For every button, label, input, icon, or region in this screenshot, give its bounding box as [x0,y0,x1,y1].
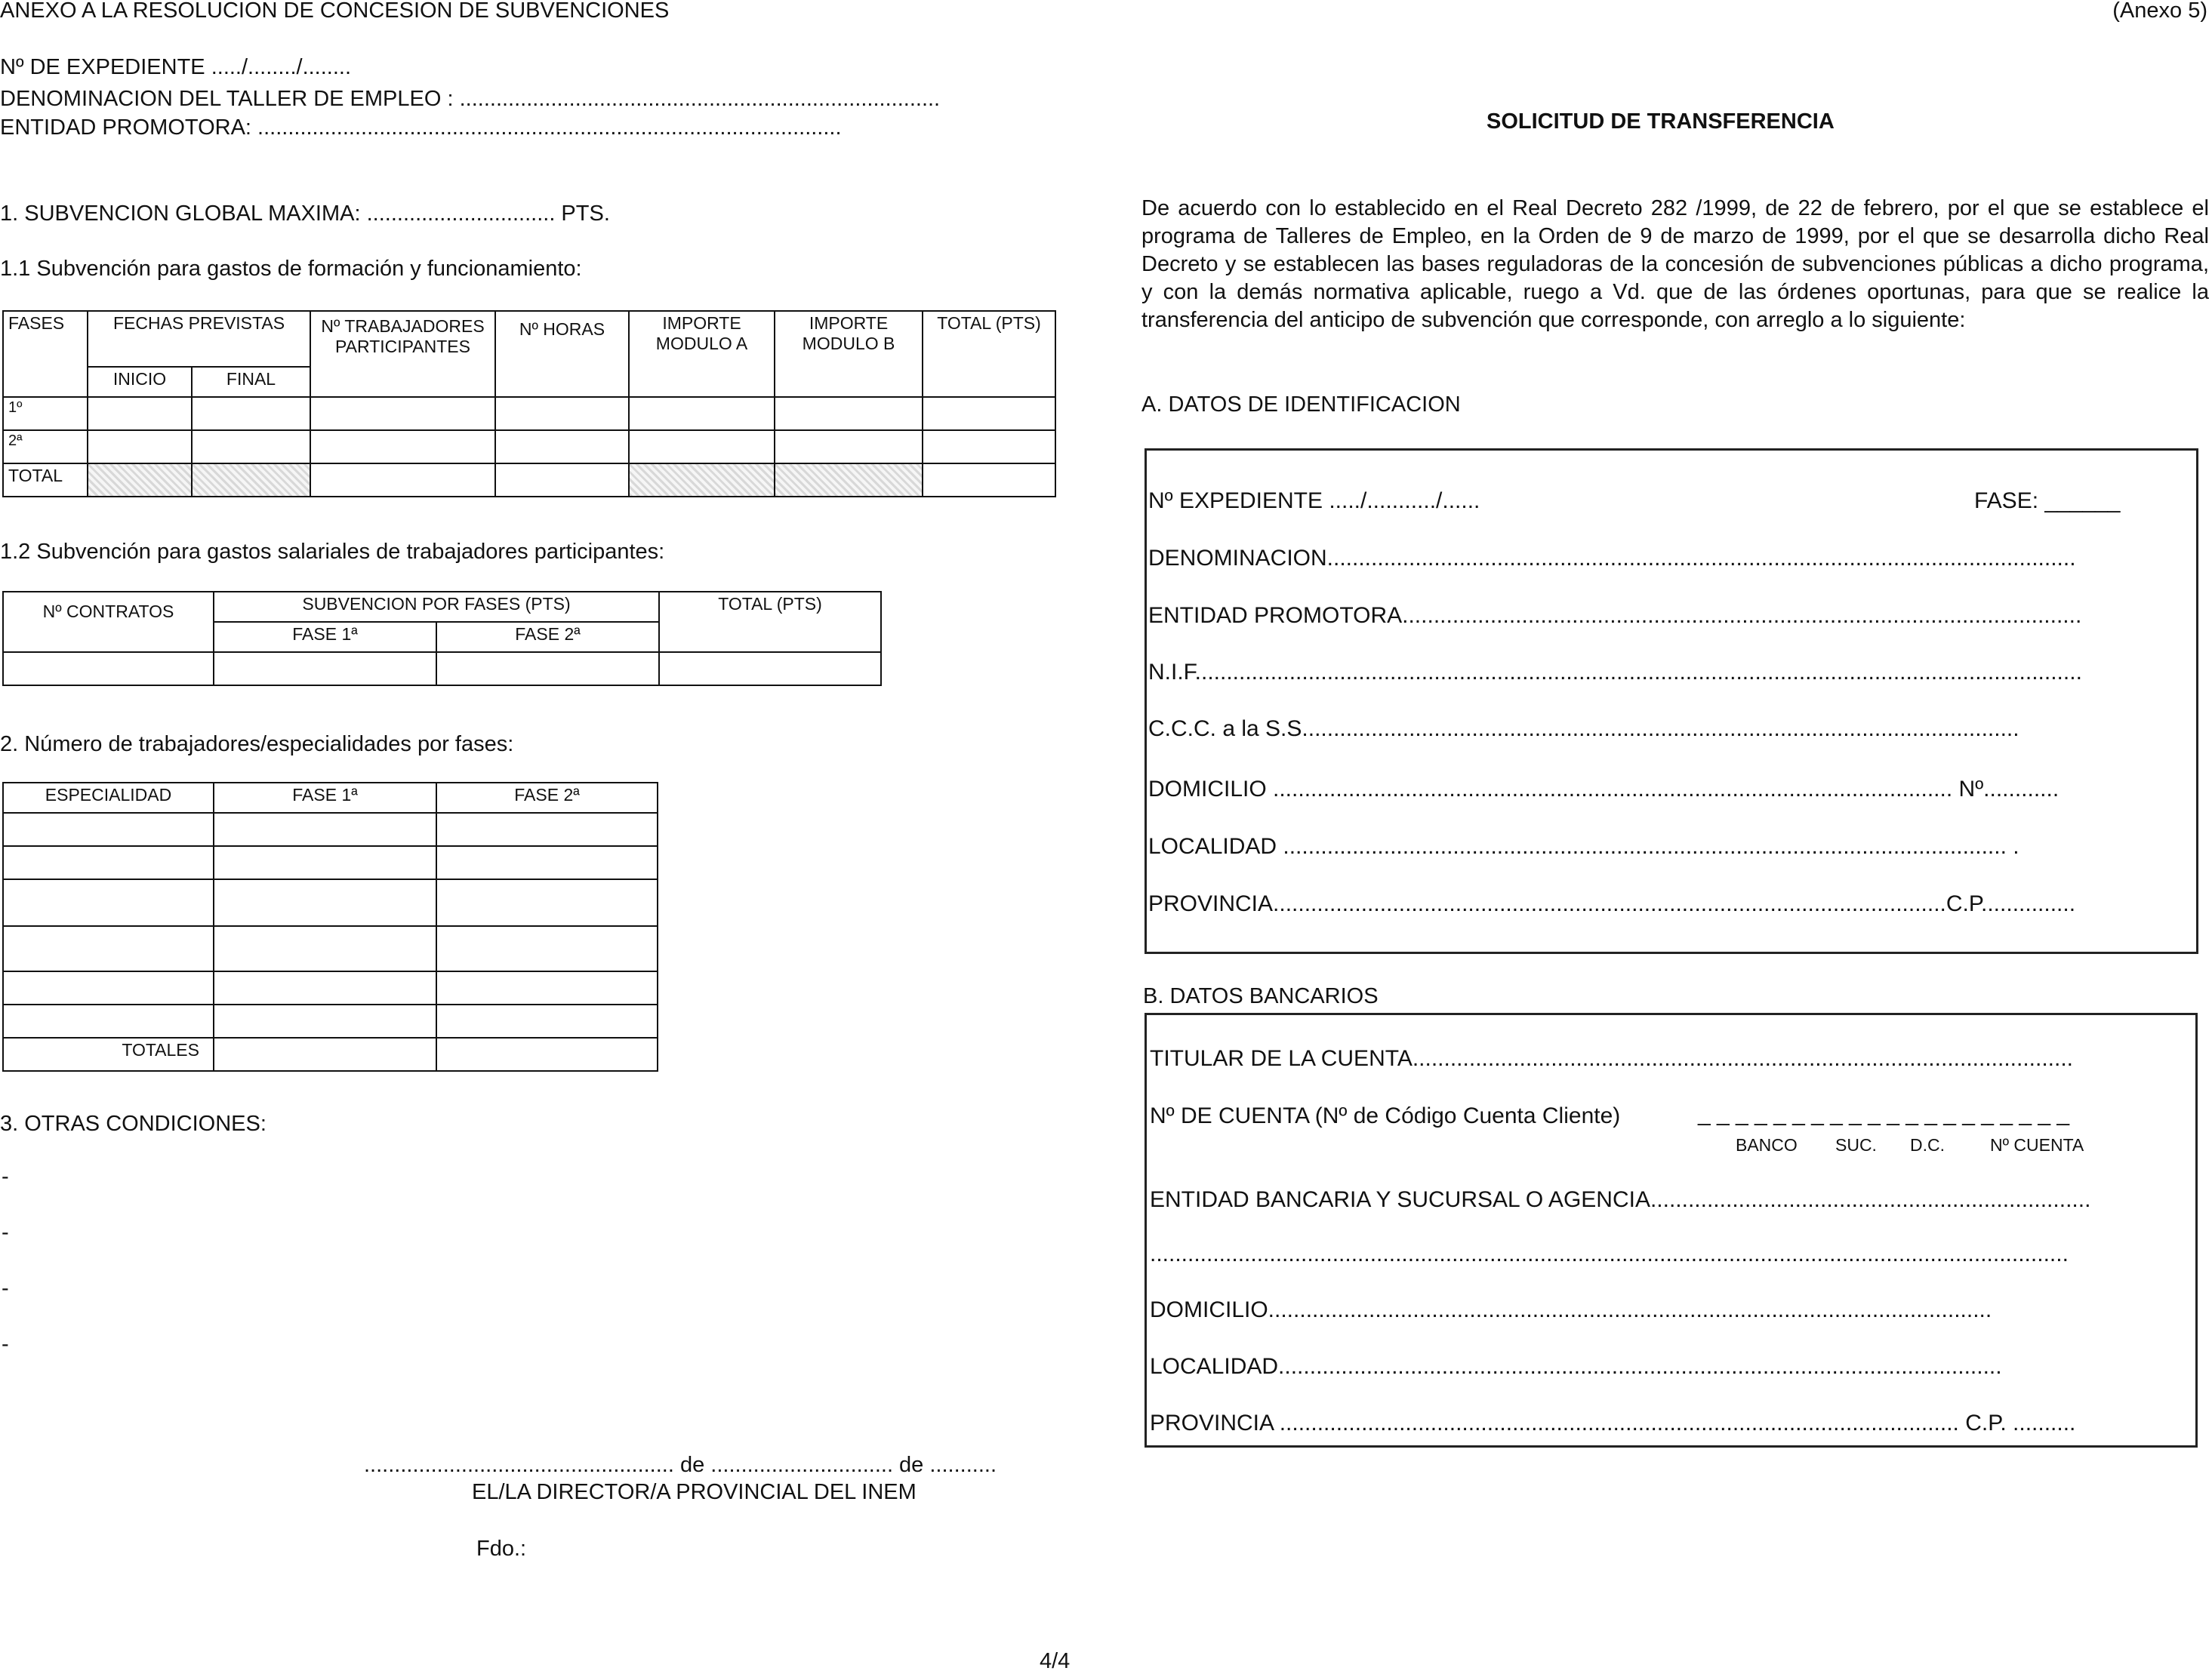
document-title: ANEXO A LA RESOLUCION DE CONCESION DE SUBVENCIONES [0,0,670,23]
col-contratos-header: Nº CONTRATOS [3,592,214,652]
table-row [3,846,658,879]
col-final-header: FINAL [192,367,310,397]
id-entidad-field[interactable]: ENTIDAD PROMOTORA............................................................................................................ [1148,603,2082,628]
bank-data-box [1145,1013,2198,1448]
page-number: 4/4 [1040,1649,1071,1673]
b-localidad-field[interactable]: LOCALIDAD................................................................................................................... [1150,1354,2002,1379]
condition-dash: - [2,1220,9,1245]
b-dc-label: D.C. [1910,1135,1945,1155]
identification-box [1145,448,2198,954]
table-row [3,463,1055,497]
section-a-heading: A. DATOS DE IDENTIFICACION [1141,392,1461,417]
b-domicilio-field[interactable]: DOMICILIO................................................................................................................... [1150,1297,1992,1322]
table-row [3,1038,658,1071]
col-total-pts-header: TOTAL (PTS) [659,592,881,652]
director-label: EL/LA DIRECTOR/A PROVINCIAL DEL INEM [472,1480,917,1504]
id-provincia-field[interactable]: PROVINCIA...........................................................................................................C.P............... [1148,891,2076,916]
totales-label: TOTALES [3,1038,214,1071]
id-nif-field[interactable]: N.I.F............................................................................................................................................. [1148,660,2082,685]
col-horas-header: Nº HORAS [495,311,629,397]
table-row [3,397,1055,430]
table-row [3,926,658,971]
date-line: ................................................... de .............................. de ........... [364,1453,997,1477]
section-1-2-heading: 1.2 Subvención para gastos salariales de trabajadores participantes: [0,540,665,564]
col-fases-header: FASES [3,311,88,397]
b-banco-label: BANCO [1736,1135,1798,1155]
table-row [3,879,658,926]
denominacion-line: DENOMINACION DEL TALLER DE EMPLEO : ............................................................................... [0,87,941,111]
id-expediente-field[interactable]: Nº EXPEDIENTE ...../.........../...... [1148,488,1480,513]
formation-costs-table [2,310,1056,497]
shaded-cell [775,463,923,497]
entidad-promotora-line: ENTIDAD PROMOTORA: ................................................................................................ [0,115,842,140]
table-row [3,430,1055,463]
b-suc-label: SUC. [1835,1135,1877,1155]
condition-dash: - [2,1276,9,1300]
table-row [3,971,658,1005]
condition-dash: - [2,1165,9,1189]
section-b-heading: B. DATOS BANCARIOS [1143,984,1379,1008]
col-fechas-header: FECHAS PREVISTAS [88,311,310,367]
section-3-heading: 3. OTRAS CONDICIONES: [0,1112,266,1136]
col-especialidad-header: ESPECIALIDAD [3,783,214,813]
shaded-cell [629,463,775,497]
request-title: SOLICITUD DE TRANSFERENCIA [1486,109,1835,134]
condition-dash: - [2,1332,9,1356]
col-inicio-header: INICIO [88,367,192,397]
col-total-header: TOTAL (PTS) [923,311,1055,397]
col-fase1-header: FASE 1ª [214,783,436,813]
b-entidad-field[interactable]: ENTIDAD BANCARIA Y SUCURSAL O AGENCIA...................................................................... [1150,1187,2091,1212]
b-titular-field[interactable]: TITULAR DE LA CUENTA......................................................................................................... [1150,1046,2074,1071]
signature-label: Fdo.: [476,1537,527,1561]
b-cuenta-label: Nº DE CUENTA (Nº de Código Cuenta Cliente) [1150,1103,1621,1128]
table-row [3,652,881,685]
id-localidad-field[interactable]: LOCALIDAD ................................................................................................................... . [1148,834,2019,859]
section-2-heading: 2. Número de trabajadores/especialidades por fases: [0,732,514,756]
expediente-line: Nº DE EXPEDIENTE ...../......../........ [0,55,352,79]
b-provincia-field[interactable]: PROVINCIA ............................................................................................................ C.P. .......... [1150,1411,2076,1436]
subvencion-global-heading: 1. SUBVENCION GLOBAL MAXIMA: ............................... PTS. [0,202,610,226]
row-label-fase1: 1º [3,397,88,430]
col-trabajadores-header: Nº TRABAJADORES PARTICIPANTES [310,311,495,397]
col-fase1-header: FASE 1ª [214,622,436,652]
col-fase2-header: FASE 2ª [436,622,659,652]
row-label-fase2: 2ª [3,430,88,463]
col-modulo-a-header: IMPORTE MODULO A [629,311,775,397]
salary-costs-table [2,591,882,686]
section-1-1-heading: 1.1 Subvención para gastos de formación y funcionamiento: [0,257,582,281]
annex-number: (Anexo 5) [2112,0,2207,23]
b-entidad-continuation-field[interactable]: .................................................................................................................................................. [1150,1242,2069,1266]
table-row [3,813,658,846]
id-fase-field[interactable]: FASE: ______ [1974,488,2121,513]
id-ccc-field[interactable]: C.C.C. a la S.S.................................................................................................................. [1148,716,2019,741]
row-label-total: TOTAL [3,463,88,497]
col-subvencion-fases-header: SUBVENCION POR FASES (PTS) [214,592,659,622]
col-modulo-b-header: IMPORTE MODULO B [775,311,923,397]
id-domicilio-field[interactable]: DOMICILIO ............................................................................................................ Nº............ [1148,777,2060,802]
table-row [3,1005,658,1038]
b-cuenta-blanks[interactable]: _ _ _ _ _ _ _ _ _ _ _ _ _ _ _ _ _ _ _ _ [1698,1101,2070,1126]
shaded-cell [88,463,192,497]
specialties-table [2,782,658,1072]
shaded-cell [192,463,310,497]
intro-paragraph: De acuerdo con lo establecido en el Real Decreto 282 /1999, de 22 de febrero, por el que se establece el programa de Talleres de Empleo, en la Orden de 9 de marzo de 1999, por el que se desarrolla dicho Real Decreto y se establecen las bases reguladoras de la concesión de subvenciones públicas a dicho programa, y con la demás normativa aplicable, ruego a Vd. que de las órdenes oportunas, para que se realice la transferencia del anticipo de subvención que corresponde, con arreglo a lo siguiente: [1141,196,2209,332]
col-fase2-header: FASE 2ª [436,783,658,813]
id-denominacion-field[interactable]: DENOMINACION....................................................................................................................... [1148,546,2076,571]
b-ncuenta-label: Nº CUENTA [1990,1135,2084,1155]
